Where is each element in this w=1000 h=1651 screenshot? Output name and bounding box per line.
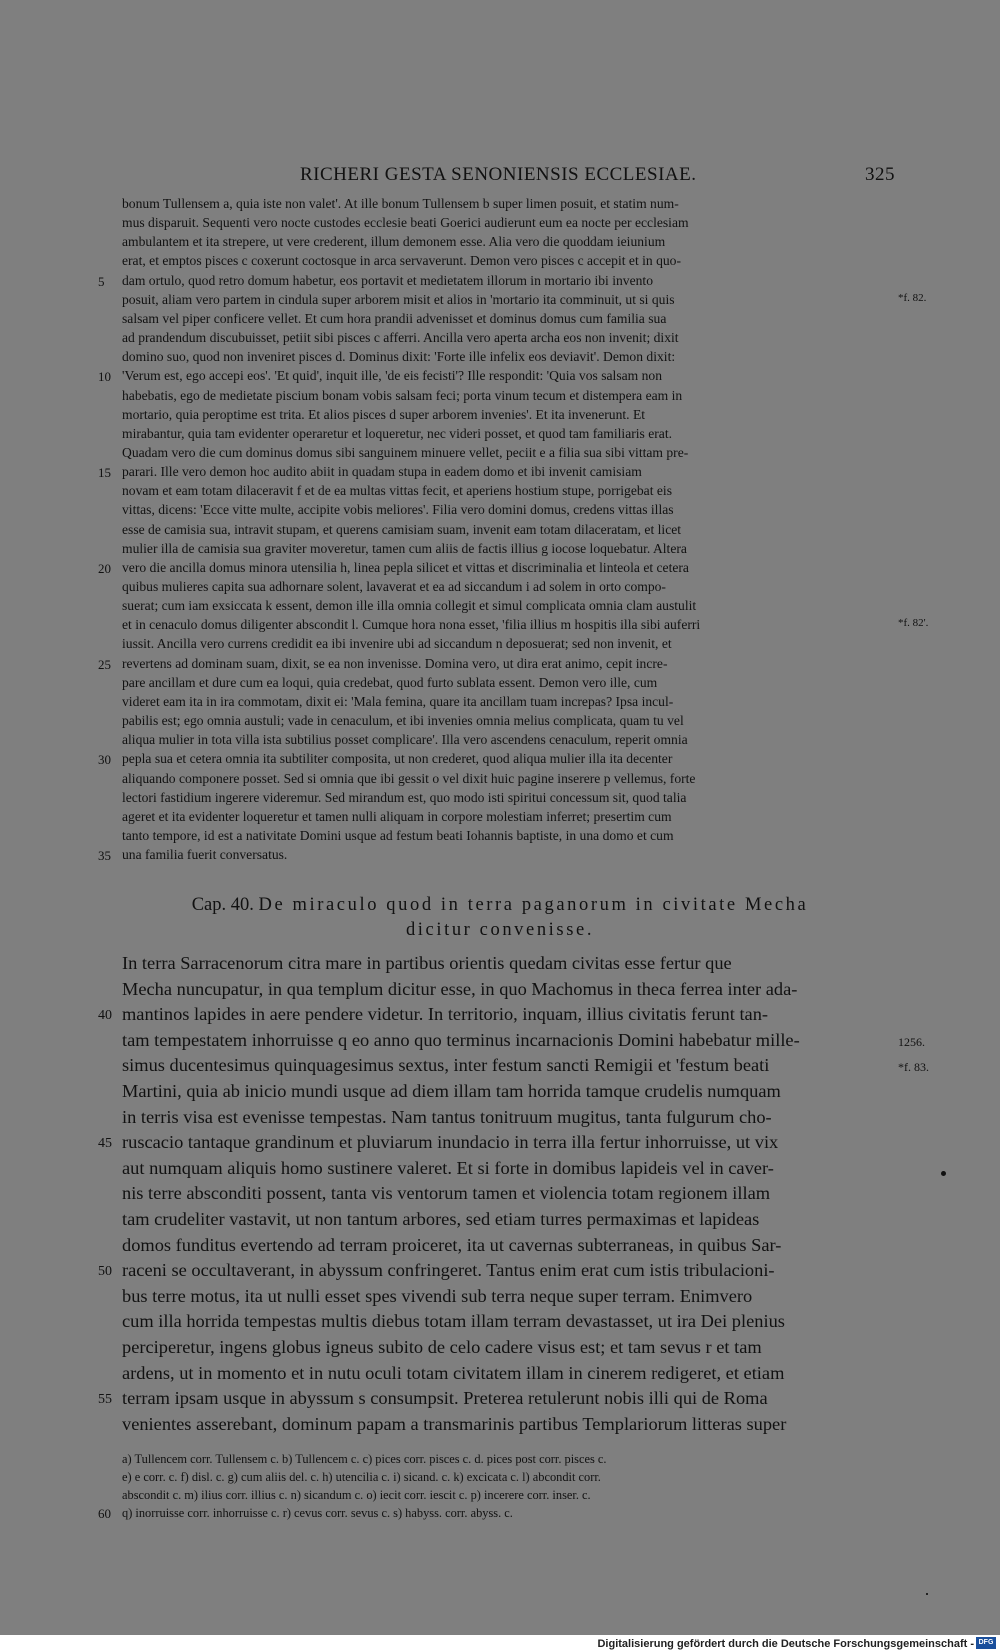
text-line — [0, 847, 1000, 866]
line-text: aliquando componere posset. Sed si omnia que ibi gessit o vel dixit huic pagine inserere p vellemus, forte — [122, 770, 696, 786]
line-text: tanto tempore, id est a nativitate Domini usque ad festum beati Iohannis baptiste, in una domo et cum — [122, 827, 674, 843]
chapter-number: Cap. 40. — [191, 895, 254, 915]
line-number: 15 — [98, 465, 111, 481]
line-text: mulier illa de camisia sua graviter moveretur, tamen cum aliis de factis illius g iocose loquebatur. Altera — [122, 540, 687, 556]
chapter-title-line1: De miraculo quod in terra paganorum in civitate Mecha — [258, 895, 809, 915]
text-line — [0, 215, 1000, 234]
margin-note: 1256. — [898, 1034, 925, 1049]
text-line — [0, 1235, 1000, 1261]
line-text: aliqua mulier in tota villa ista subtilius posset complicare'. Illa vero ascendens cenaculum, reperit omnia — [122, 732, 688, 748]
text-line — [0, 1452, 1000, 1470]
text-line — [0, 828, 1000, 847]
text-line — [0, 1388, 1000, 1414]
text-line — [0, 1363, 1000, 1389]
line-text: tam crudeliter vastavit, ut non tantum arbores, sed etiam turres permaximas et lapideas — [122, 1209, 760, 1229]
line-number: 45 — [98, 1136, 112, 1152]
line-number: 40 — [98, 1008, 112, 1024]
footer-credit: Digitalisierung gefördert durch die Deutsche Forschungsgemeinschaft - — [597, 1638, 974, 1650]
text-line — [0, 292, 1000, 311]
line-text: nis terre absconditi possent, tanta vis ventorum tamen et violencia totam regionem illam — [122, 1183, 771, 1204]
text-line — [0, 522, 1000, 541]
line-number: 55 — [98, 1392, 112, 1408]
chapter-heading-cont — [0, 920, 1000, 941]
text-line — [0, 1311, 1000, 1337]
text-line — [0, 1286, 1000, 1312]
running-header — [120, 164, 895, 188]
text-line — [0, 1004, 1000, 1030]
line-text: vero die ancilla domus minora utensilia h, linea pepla silicet et vittas et discriminalia et linteola et cetera — [122, 559, 689, 575]
text-line — [0, 349, 1000, 368]
text-line — [0, 426, 1000, 445]
text-line — [0, 388, 1000, 407]
line-text: videret eam ita in ira commotam, dixit ei: 'Mala femina, quare ita ancillam tuam increpas? Ipsa incul- — [122, 693, 674, 709]
line-text: e) e corr. c. f) disl. c. g) cum aliis del. c. h) utencilia c. i) sicand. c. k) excicata c. l) abcondit corr. — [122, 1470, 601, 1484]
dfg-logo: DFG — [976, 1637, 996, 1649]
text-line — [0, 1030, 1000, 1056]
line-text: a) Tullencem corr. Tullensem c. b) Tullencem c. c) pices corr. pisces c. d. pices post corr. pisces c. — [122, 1452, 607, 1466]
text-line — [0, 1470, 1000, 1488]
ink-dot — [941, 1171, 946, 1176]
line-text: 'Verum est, ego accepi eos'. 'Et quid', inquit ille, 'de eis fecisti'? Ille respondit: 'Quia vos salsam non — [122, 368, 662, 384]
text-line — [0, 579, 1000, 598]
margin-note: *f. 83. — [898, 1060, 929, 1075]
line-text: ambulantem et ita strepere, ut vere crederent, illum demonem esse. Alia vero die quoddam ieiunium — [122, 234, 666, 250]
text-line — [0, 1183, 1000, 1209]
line-number: 50 — [98, 1264, 112, 1280]
text-line — [0, 953, 1000, 979]
text-line — [0, 732, 1000, 751]
text-line — [0, 1132, 1000, 1158]
line-text: esse de camisia sua, intravit stupam, et querens camisiam suam, invenit eam totam dilaceratam, et licet — [122, 521, 682, 537]
page-number: 325 — [865, 164, 895, 185]
line-text: pabilis est; ego omnia austuli; vade in cenaculum, et ibi invenies omnia melius complicata, quam tu vel — [122, 713, 684, 729]
line-text: erat, et emptos pisces c coxerunt coctosque in arca servaverunt. Demon vero pisces c accepit et in quo- — [122, 253, 682, 269]
text-line — [0, 407, 1000, 426]
text-line — [0, 368, 1000, 387]
line-text: ardens, ut in momento et in nutu oculi totam civitatem illam in cinerem redigeret, et etiam — [122, 1362, 785, 1383]
line-text: Martini, quia ab inicio mundi usque ad diem illam tam horrida tamque crudelis numquam — [122, 1081, 781, 1101]
line-text: aut numquam aliquis homo sustinere valeret. Et si forte in domibus lapideis vel in caver- — [122, 1157, 774, 1178]
line-text: tam tempestatem inhorruisse q eo anno quo terminus incarnacionis Domini habebatur mille- — [122, 1029, 800, 1050]
line-text: q) inorruisse corr. inhorruisse c. r) cevus corr. sevus c. s) habyss. corr. abyss. c. — [122, 1506, 513, 1520]
line-text: suerat; cum iam exsiccata k essent, demon ille illa omnia collegit et simul complicata omnia clam austulit — [122, 598, 697, 614]
text-line — [0, 1414, 1000, 1440]
text-line — [0, 234, 1000, 253]
line-text: abscondit c. m) ilius corr. illius c. n) sicandum c. o) iecit corr. iescit c. p) incerere corr. inser. c. — [122, 1488, 591, 1502]
text-line — [0, 541, 1000, 560]
text-line — [0, 979, 1000, 1005]
text-line — [0, 713, 1000, 732]
chapter-heading — [0, 895, 1000, 916]
text-line — [0, 1488, 1000, 1506]
text-line — [0, 560, 1000, 579]
line-text: bonum Tullensem a, quia iste non valet'. At ille bonum Tullensem b super limen posuit, et statim num- — [122, 196, 679, 211]
line-number: 25 — [98, 656, 111, 672]
line-text: Mecha nuncupatur, in qua templum dicitur esse, in quo Machomus in theca ferrea inter ada- — [122, 978, 798, 999]
line-text: venientes asserebant, dominum papam a transmarinis partibus Templariorum litteras super — [122, 1413, 787, 1434]
text-line — [0, 1107, 1000, 1133]
margin-note: *f. 82. — [898, 291, 927, 304]
line-text: ad prandendum discubuisset, petiit sibi pisces c afferri. Ancilla vero aperta archa eos non invenit; dixit — [122, 330, 679, 346]
line-text: In terra Sarracenorum citra mare in partibus orientis quedam civitas esse fertur que — [122, 953, 732, 973]
text-line — [0, 253, 1000, 272]
text-line — [0, 809, 1000, 828]
text-line — [0, 464, 1000, 483]
line-text: terram ipsam usque in abyssum s consumpsit. Preterea retulerunt nobis illi qui de Roma — [122, 1388, 768, 1409]
line-text: habebatis, ego de medietate piscium bonam vobis salsam feci; porta vinum tecum et distempera eam in — [122, 387, 683, 403]
line-text: mus disparuit. Sequenti vero nocte custodes ecclesie beati Goerici audierunt eum ea nocte per ecclesiam — [122, 215, 689, 231]
chapter-title-line2: dicitur convenisse. — [405, 920, 595, 940]
text-line — [0, 790, 1000, 809]
line-text: ruscacio tantaque grandinum et pluviarum inundacio in terra illa fertur inhorruisse, ut vix — [122, 1132, 779, 1153]
line-text: una familia fuerit conversatus. — [122, 847, 288, 863]
text-line — [0, 675, 1000, 694]
text-line — [0, 617, 1000, 636]
text-line — [0, 1158, 1000, 1184]
text-line — [0, 311, 1000, 330]
text-line — [0, 636, 1000, 655]
line-text: parari. Ille vero demon hoc audito abiit in quadam stupa in eadem domo et ibi invenit camisiam — [122, 464, 642, 480]
line-text: Quadam vero die cum dominus domus sibi sanguinem minuere vellet, peciit e a filia sua sibi vittam pre- — [122, 444, 689, 460]
text-line — [0, 751, 1000, 770]
line-text: domos funditus evertendo ad terram proiceret, ita ut cavernas subterraneas, in quibus Sar- — [122, 1234, 782, 1255]
line-text: simus ducentesimus quinquagesimus sextus, inter festum sancti Remigii et 'festum beati — [122, 1055, 770, 1076]
line-text: pare ancillam et dure cum ea loqui, quia credebat, quod furto sublata essent. Demon vero ille, cum — [122, 674, 658, 690]
ink-speck — [926, 1593, 928, 1595]
line-text: dam ortulo, quod retro domum habetur, eos portavit et medietatem illorum in mortario ibi invento — [122, 272, 654, 288]
text-line — [0, 1337, 1000, 1363]
text-line — [0, 1209, 1000, 1235]
margin-note: *f. 82'. — [898, 617, 929, 630]
line-text: mortario, quia peroptime est trita. Et alios pisces d super arborem invenies'. Et ita invenerunt. Et — [122, 406, 646, 422]
line-text: perciperetur, ingens globus igneus subito de celo cadere visus est; et tam sevus r et tam — [122, 1337, 762, 1357]
line-text: ageret et ita evidenter loqueretur et tamen nulli aliquam in corpore molestiam inferret; presertim cum — [122, 808, 672, 824]
line-number: 30 — [98, 752, 111, 768]
line-text: mantinos lapides in aere pendere videtur. In territorio, inquam, illius civitatis ferunt tan- — [122, 1004, 769, 1025]
text-line — [0, 1055, 1000, 1081]
line-number: 5 — [98, 273, 105, 289]
line-number: 35 — [98, 848, 111, 864]
line-text: salsam vel piper conficere vellet. Et cum hora prandii advenisset et dominus domus cum familia sua — [122, 310, 667, 326]
text-line — [0, 483, 1000, 502]
text-line — [0, 694, 1000, 713]
text-line — [0, 330, 1000, 349]
text-line — [0, 771, 1000, 790]
footer-bar — [0, 1635, 1000, 1651]
line-text: posuit, aliam vero partem in cindula super arborem misit et alios in 'mortario ita comminuit, ut si quis — [122, 291, 675, 307]
line-text: lectori fastidium ingerere videremur. Sed mirandum est, quo modo isti spiritui concessum sit, quod talia — [122, 789, 687, 805]
text-line — [0, 1506, 1000, 1524]
text-line — [0, 196, 1000, 215]
text-line — [0, 656, 1000, 675]
line-text: et in cenaculo domus diligenter abscondit l. Cumque hora nona esset, 'filia illius m hospitis illa sibi auferri — [122, 617, 701, 633]
running-title: RICHERI GESTA SENONIENSIS ECCLESIAE. — [300, 164, 697, 185]
text-line — [0, 445, 1000, 464]
line-number: 10 — [98, 369, 111, 385]
line-text: iussit. Ancilla vero currens credidit ea ibi invenire ubi ad siccandum n deposuerat; sed non invenit, et — [122, 636, 672, 652]
line-text: cum illa horrida tempestas multis diebus totam illam terram devastasset, ut ira Dei plenius — [122, 1311, 785, 1332]
text-line — [0, 1260, 1000, 1286]
line-text: domino suo, quod non inveniret pisces d. Dominus dixit: 'Forte ille infelix eos deviavit'. Demon dixit: — [122, 349, 676, 365]
line-number: 20 — [98, 560, 111, 576]
line-text: novam et eam totam dilaceravit f et de ea multas vittas fecit, et aperiens hostium stupe, porrigebat eis — [122, 483, 672, 499]
line-text: revertens ad dominam suam, dixit, se ea non invenisse. Domina vero, ut dira erat animo, cepit incre- — [122, 655, 668, 671]
line-text: in terris visa est evenisse tempestas. Nam tantus tonitruum mugitus, tanta fulgurum cho- — [122, 1106, 772, 1127]
text-line — [0, 598, 1000, 617]
line-number: 60 — [98, 1506, 111, 1521]
line-text: mirabantur, quia tam evidenter operaretur et loqueretur, nec videri posset, et quod tam familiaris erat. — [122, 425, 673, 441]
line-text: raceni se occultaverant, in abyssum confringeret. Tantus enim erat cum istis tribulacioni- — [122, 1260, 775, 1281]
text-line — [0, 1081, 1000, 1107]
text-line — [0, 502, 1000, 521]
line-text: bus terre motus, ita ut nulli esset spes vivendi sub terra neque super terram. Enimvero — [122, 1285, 753, 1306]
line-text: pepla sua et cetera omnia ita subtiliter composita, ut non crederet, quod aliqua mulier illa ita decenter — [122, 751, 673, 767]
text-line — [0, 273, 1000, 292]
line-text: vittas, dicens: 'Ecce vitte multe, accipite vobis meliores'. Filia vero domini domus, credens vittas illas — [122, 502, 674, 518]
line-text: quibus mulieres capita sua adhornare solent, lavaverat et ea ad siccandum i ad solem in orto compo- — [122, 579, 666, 594]
